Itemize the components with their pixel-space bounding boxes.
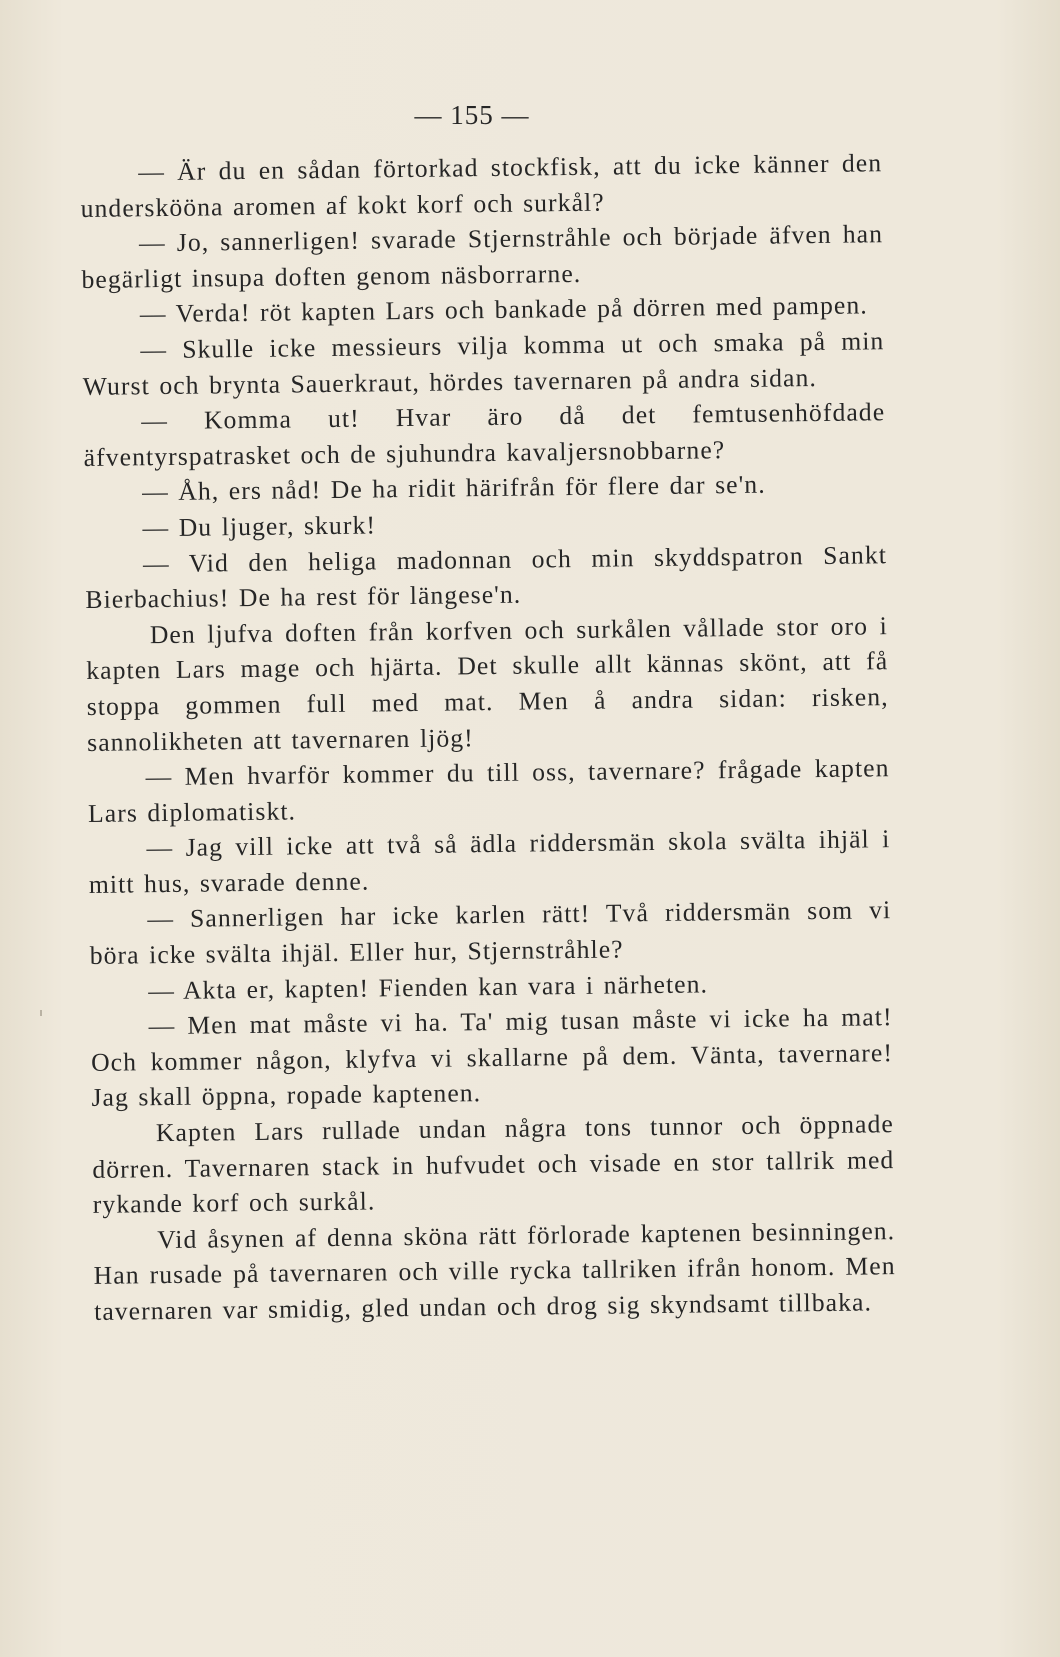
paragraph: — Komma ut! Hvar äro då det femtusenhöfdade äfventyrspatrasket och de sjuhundra kavaljersnobbarne?: [83, 397, 886, 472]
paragraph: — Verda! röt kapten Lars och bankade på dörren med pampen.: [139, 290, 868, 329]
paragraph: — Vid den heliga madonnan och min skyddspatron Sankt Bierbachius! De ha rest för längese'n.: [85, 539, 888, 615]
paragraph: — Jo, sannerligen! svarade Stjernstråhle och började äfven han begärligt insupa doften genom näsborrarne.: [81, 219, 884, 294]
page-number: — 155 —: [414, 100, 530, 130]
margin-mark: [40, 1010, 42, 1016]
paragraph: — Akta er, kapten! Fienden kan vara i närheten.: [148, 969, 709, 1005]
paragraph: — Jag vill icke att två så ädla riddersmän skola svälta ihjäl i mitt hus, svarade denne.: [88, 824, 891, 899]
paragraph: Vid åsynen af denna sköna rätt förlorade kaptenen besinningen. Han rusade på tavernaren och ville rycka tallriken ifrån honom. Men tavernaren var smidig, gled undan och drog sig skyndsamt tillbaka.: [93, 1215, 896, 1326]
paragraph: Kapten Lars rullade undan några tons tunnor och öppnade dörren. Tavernaren stack in hufvudet och visade en stor tallrik med rykande korf och surkål.: [92, 1109, 895, 1220]
paragraph: — Men hvarför kommer du till oss, tavernare? frågade kapten Lars diplomatiskt.: [87, 753, 890, 828]
paragraph: — Sannerligen har icke karlen rätt! Två riddersmän som vi böra icke svälta ihjäl. Eller hur, Stjernstråhle?: [89, 895, 892, 971]
paragraph: — Men mat måste vi ha. Ta' mig tusan måste vi icke ha mat! Och kommer någon, klyfva vi skallarne på dem. Vänta, tavernare! Jag skall öppna, ropade kaptenen.: [90, 1002, 894, 1113]
paragraph: — Åh, ers nåd! De ha ridit härifrån för flere dar se'n.: [141, 469, 766, 507]
body-text: [80, 145, 896, 1329]
paragraph: — Skulle icke messieurs vilja komma ut och smaka på min Wurst och brynta Sauerkraut, hördes tavernaren på andra sidan.: [82, 326, 885, 401]
paragraph: — Du ljuger, skurk!: [142, 510, 377, 543]
paragraph: Den ljufva doften från korfven och surkålen vållade stor oro i kapten Lars mage och hjärta. Det skulle allt kännas skönt, att få stoppa gommen full med mat. Men å andra sidan: risken, sannolikheten att tavernaren ljög!: [86, 610, 889, 757]
paragraph: — Är du en sådan förtorkad stockfisk, att du icke känner den underskööna aromen af kokt korf och surkål?: [80, 148, 883, 223]
